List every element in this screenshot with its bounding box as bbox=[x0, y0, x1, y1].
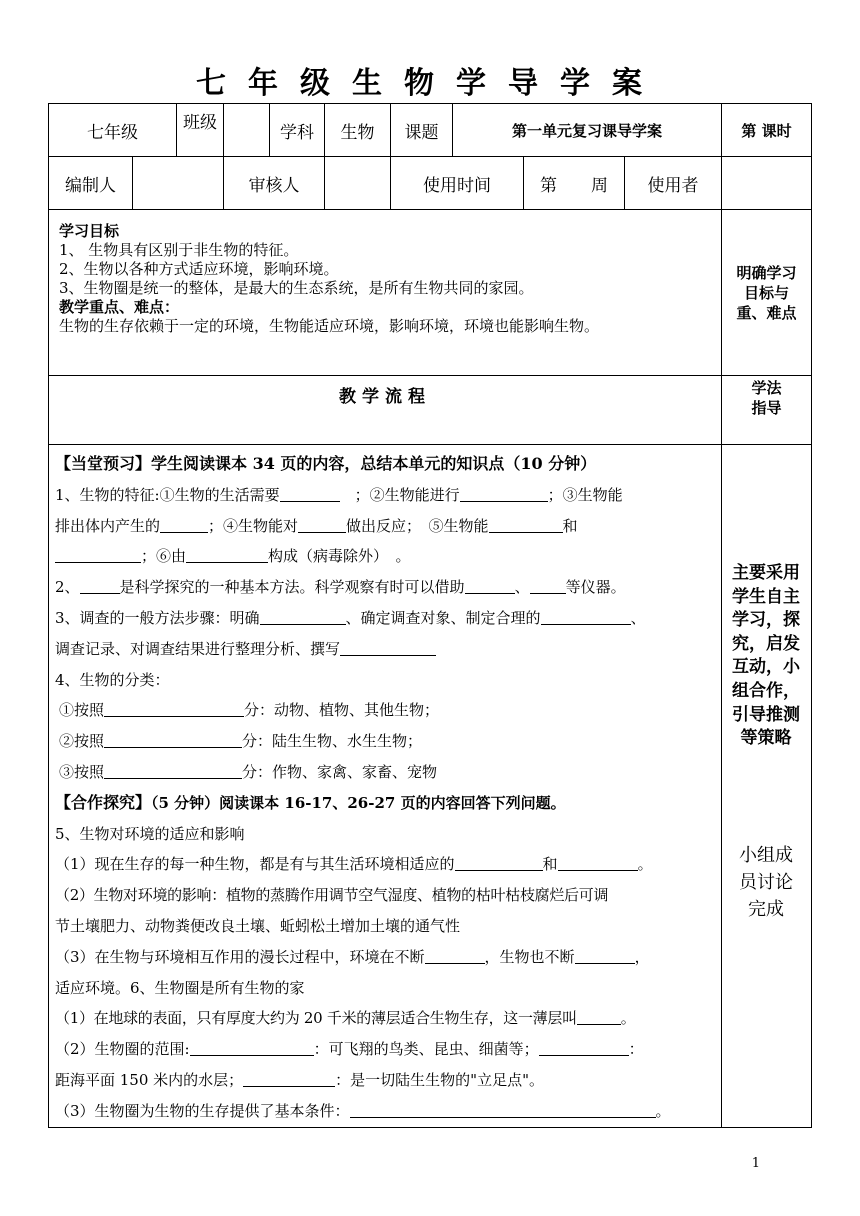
text: （2）生物圈的范围: bbox=[55, 1040, 190, 1059]
user-label: 使用者 bbox=[625, 157, 722, 210]
strategy-note bbox=[723, 562, 809, 751]
blank-field[interactable] bbox=[104, 731, 242, 748]
discussion-note bbox=[723, 842, 809, 923]
text: 分：陆生生物、水生生物； bbox=[242, 732, 423, 751]
text: 2、 bbox=[55, 578, 80, 597]
text: ：可飞翔的鸟类、昆虫、细菌等； bbox=[313, 1040, 539, 1059]
preview-heading: 【当堂预习】学生阅读课本 34 页的内容，总结本单元的知识点（10 分钟） bbox=[55, 454, 597, 473]
text: ，生物也不断 bbox=[484, 947, 575, 966]
text: ： bbox=[628, 1040, 644, 1059]
text: ①按照 bbox=[59, 701, 105, 720]
method-guide-label bbox=[722, 376, 812, 445]
reviewer-label: 审核人 bbox=[224, 157, 325, 210]
blank-field[interactable] bbox=[104, 700, 244, 717]
text: （5 分钟）阅读课本 16-17、26-27 页的内容回答下列问题。 bbox=[151, 793, 566, 812]
coop-heading: 【合作探究】 bbox=[55, 792, 152, 812]
topic-value: 第一单元复习课导学案 bbox=[453, 104, 722, 157]
text: 分：动物、植物、其他生物； bbox=[244, 701, 440, 720]
text: （1）在地球的表面，只有厚度大约为 20 千米的薄层适合生物生存，这一薄层叫 bbox=[55, 1009, 577, 1028]
blank-field[interactable] bbox=[280, 485, 340, 502]
side-line: 学法 bbox=[751, 379, 782, 397]
text: 排出体内产生的 bbox=[55, 516, 161, 535]
objectives-side-note bbox=[722, 210, 812, 376]
main-content bbox=[49, 445, 722, 1128]
text: ；④生物能对 bbox=[208, 516, 299, 535]
blank-field[interactable] bbox=[80, 577, 120, 594]
blank-field[interactable] bbox=[489, 516, 563, 533]
side-line: 员讨论 bbox=[739, 872, 793, 893]
text: 调查记录、对调查结果进行整理分析、撰写 bbox=[55, 639, 341, 658]
text: 节土壤肥力、动物粪便改良土壤、蚯蚓松土增加土壤的通气性 bbox=[55, 916, 461, 935]
text: ， bbox=[634, 947, 650, 966]
blank-field[interactable] bbox=[243, 1070, 335, 1087]
side-line: 学习，探 bbox=[732, 610, 800, 631]
blank-field[interactable] bbox=[530, 577, 566, 594]
text: 、 bbox=[514, 578, 530, 597]
objectives-cell bbox=[49, 210, 722, 376]
side-line: 指导 bbox=[751, 399, 782, 417]
key-points-heading: 教学重点、难点： bbox=[59, 298, 180, 316]
method-notes-cell bbox=[722, 445, 812, 1128]
text: 。 bbox=[637, 855, 653, 874]
side-line: 究，启发 bbox=[732, 633, 800, 654]
side-line: 重、难点 bbox=[736, 303, 797, 322]
text: ；⑥由 bbox=[141, 547, 187, 566]
objective-item: 2、生物以各种方式适应环境，影响环境。 bbox=[59, 260, 339, 278]
side-line: 主要采用 bbox=[732, 563, 800, 583]
lesson-plan-table bbox=[48, 103, 812, 1128]
blank-field[interactable] bbox=[160, 516, 208, 533]
side-line: 互动，小 bbox=[732, 657, 800, 678]
text: 。 bbox=[620, 1009, 636, 1028]
text: ②按照 bbox=[59, 732, 105, 751]
text: 5、生物对环境的适应和影响 bbox=[55, 824, 245, 843]
side-line: 组合作， bbox=[732, 680, 800, 701]
period-cell: 第 课时 bbox=[722, 104, 812, 157]
text: 距海平面 150 米内的水层； bbox=[55, 1070, 244, 1089]
side-line: 引导推测 bbox=[732, 704, 800, 725]
text: 、 bbox=[630, 608, 646, 627]
flow-title: 教学流程 bbox=[49, 376, 722, 445]
side-line: 明确学习 bbox=[736, 263, 797, 282]
blank-field[interactable] bbox=[575, 947, 635, 964]
page-number: 1 bbox=[751, 1156, 760, 1171]
side-line: 小组成 bbox=[739, 845, 793, 866]
text: 分：作物、家禽、家畜、宠物 bbox=[242, 762, 438, 781]
text: 是科学探究的一种基本方法。科学观察有时可以借助 bbox=[119, 578, 465, 597]
text: ③按照 bbox=[59, 762, 105, 781]
blank-field[interactable] bbox=[425, 947, 485, 964]
reviewer-value[interactable] bbox=[325, 157, 391, 210]
objective-item: 3、生物圈是统一的整体，是最大的生态系统，是所有生物共同的家园。 bbox=[59, 279, 534, 297]
blank-field[interactable] bbox=[260, 608, 346, 625]
side-line: 等策略 bbox=[740, 728, 792, 749]
page-title: 七年级生物学导学案 bbox=[196, 66, 664, 101]
blank-field[interactable] bbox=[541, 608, 631, 625]
objectives-heading: 学习目标 bbox=[59, 222, 120, 240]
week-cell: 第 周 bbox=[524, 157, 625, 210]
text: 做出反应； ⑤生物能 bbox=[346, 516, 489, 535]
text: ：是一切陆生生物的"立足点"。 bbox=[335, 1070, 544, 1089]
text: 构成（病毒除外） 。 bbox=[268, 547, 411, 566]
text: （3）在生物与环境相互作用的漫长过程中，环境在不断 bbox=[55, 947, 425, 966]
blank-field[interactable] bbox=[104, 762, 242, 779]
topic-label: 课题 bbox=[391, 104, 453, 157]
blank-field[interactable] bbox=[558, 854, 638, 871]
editor-value[interactable] bbox=[133, 157, 224, 210]
text: 4、生物的分类： bbox=[55, 670, 170, 689]
blank-field[interactable] bbox=[340, 639, 436, 656]
text: （3）生物圈为生物的生存提供了基本条件： bbox=[55, 1101, 350, 1120]
blank-field[interactable] bbox=[455, 854, 543, 871]
editor-label: 编制人 bbox=[49, 157, 133, 210]
blank-field[interactable] bbox=[55, 546, 141, 563]
side-line: 学生自主 bbox=[732, 586, 800, 607]
blank-field[interactable] bbox=[465, 577, 515, 594]
text: 、确定调查对象、制定合理的 bbox=[345, 608, 541, 627]
text: 1、生物的特征:①生物的生活需要 bbox=[55, 485, 280, 504]
class-value[interactable] bbox=[224, 104, 270, 157]
blank-field[interactable] bbox=[539, 1039, 629, 1056]
time-label: 使用时间 bbox=[391, 157, 524, 210]
text: 和 bbox=[562, 516, 578, 535]
blank-field[interactable] bbox=[298, 516, 346, 533]
objective-item: 1、 生物具有区别于非生物的特征。 bbox=[59, 241, 299, 259]
text: 和 bbox=[542, 855, 558, 874]
blank-field[interactable] bbox=[190, 1039, 314, 1056]
subject-value: 生物 bbox=[325, 104, 391, 157]
text: （1）现在生存的每一种生物，都是有与其生活环境相适应的 bbox=[55, 855, 455, 874]
text: 适应环境。6、生物圈是所有生物的家 bbox=[55, 978, 305, 997]
blank-field[interactable] bbox=[350, 1101, 656, 1118]
text: 3、调查的一般方法步骤：明确 bbox=[55, 608, 260, 627]
blank-field[interactable] bbox=[577, 1008, 621, 1025]
blank-field[interactable] bbox=[186, 546, 268, 563]
subject-label: 学科 bbox=[270, 104, 325, 157]
text: ；③生物能 bbox=[547, 485, 623, 504]
text: 等仪器。 bbox=[565, 578, 626, 597]
blank-field[interactable] bbox=[460, 485, 548, 502]
user-value[interactable] bbox=[722, 157, 812, 210]
grade-cell: 七年级 bbox=[49, 104, 177, 157]
text: ；②生物能进行 bbox=[354, 485, 460, 504]
text: （2）生物对环境的影响：植物的蒸腾作用调节空气湿度、植物的枯叶枯枝腐烂后可调 bbox=[55, 886, 609, 905]
side-line: 目标与 bbox=[744, 283, 790, 302]
key-points-text: 生物的生存依赖于一定的环境，生物能适应环境，影响环境，环境也能影响生物。 bbox=[59, 317, 600, 335]
side-line: 完成 bbox=[748, 899, 784, 920]
class-label: 班级 bbox=[177, 104, 224, 157]
text: 。 bbox=[655, 1101, 671, 1120]
